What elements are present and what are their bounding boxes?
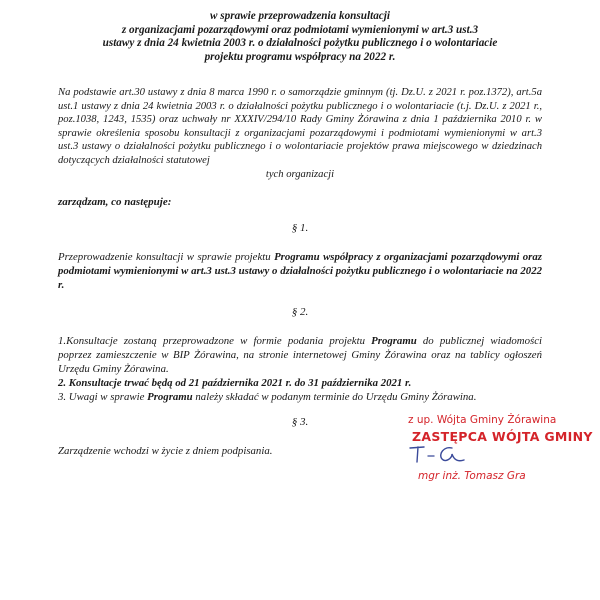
section-1-plain: Przeprowadzenie konsultacji w sprawie projektu (58, 251, 275, 263)
section-1-program-title: Programu współpracy z organizacjami pozarządowymi oraz podmiotami wymienionymi w art.3 ust.3 ustawy o działalności pożytku publicznego i o wolontariacie na 2022 r. (58, 251, 542, 291)
header-line-4: projektu programu współpracy na 2022 r. (204, 50, 396, 63)
legal-basis-text: Na podstawie art.30 ustawy z dnia 8 marca 1990 r. o samorządzie gminnym (tj. Dz.U. z 2021 r. poz.1372), art.5a ust.1 ustawy z dnia 24 kwietnia 2003 r. o działalności pożytku publicznego i o wolontariacie (t.j. Dz.U. z 2021 r., poz.1038, 1243, 1535) oraz uchwały nr XXXIV/294/10 Rady Gminy Żórawina z dnia 1 października 2010 r. w sprawie określenia sposobu konsultacji z organizacjami pozarządowymi i podmiotami wymienionymi w art.3 ust.3 ustawy o działalności pożytku publicznego i o wolontariacie projektów prawa miejscowego w dziedzinach dotyczących działalności statutowej (58, 87, 542, 166)
section-2-item-1-b: do publicznej wiadomości poprzez zamieszczenie w BIP Żórawina, na stronie internetowej Gminy Żórawina oraz na tablicy ogłoszeń Urzędu Gminy Żórawina. (58, 335, 542, 375)
section-2-heading: § 2. (291, 306, 309, 318)
section-2-text (58, 334, 542, 404)
document-header (40, 10, 560, 64)
header-line-3: ustawy z dnia 24 kwietnia 2003 r. o działalności pożytku publicznego i o wolontariacie (102, 37, 498, 49)
section-1-heading: § 1. (291, 222, 309, 234)
section-2-item-1-bold: Programu (371, 335, 417, 347)
section-3-heading: § 3. (291, 416, 309, 428)
handwritten-signature (404, 440, 474, 472)
section-2-item-2: 2. Konsultacje trwać będą od 21 października 2021 r. do 31 października 2021 r. (58, 377, 412, 389)
section-2-item-3-a: 3. Uwagi w sprawie (58, 391, 148, 403)
header-line-1: w sprawie przeprowadzenia konsultacji (210, 10, 390, 22)
section-3-text: Zarządzenie wchodzi w życie z dniem podpisania. (58, 445, 273, 457)
section-2-item-3-bold: Programu (147, 391, 193, 403)
section-2-item-1 (58, 334, 542, 376)
legal-basis-last-line: tych organizacji (265, 168, 335, 180)
stamp-authority-line: z up. Wójta Gminy Żórawina (408, 414, 557, 426)
stamp-name-line: mgr inż. Tomasz Gra (418, 470, 526, 482)
section-2-item-3 (58, 390, 542, 404)
section-1-text (58, 250, 542, 292)
legal-basis-paragraph (58, 86, 542, 181)
header-line-2: z organizacjami pozarządowymi oraz podmiotami wymienionymi w art.3 ust.3 (121, 23, 479, 36)
section-2-item-1-a: 1.Konsultacje zostaną przeprowadzone w formie podania projektu (58, 335, 372, 347)
stamp-title-line: ZASTĘPCA WÓJTA GMINY (412, 429, 593, 444)
order-statement: zarządzam, co następuje: (58, 196, 172, 208)
section-2-item-3-b: należy składać w podanym terminie do Urzędu Gminy Żórawina. (192, 391, 477, 403)
